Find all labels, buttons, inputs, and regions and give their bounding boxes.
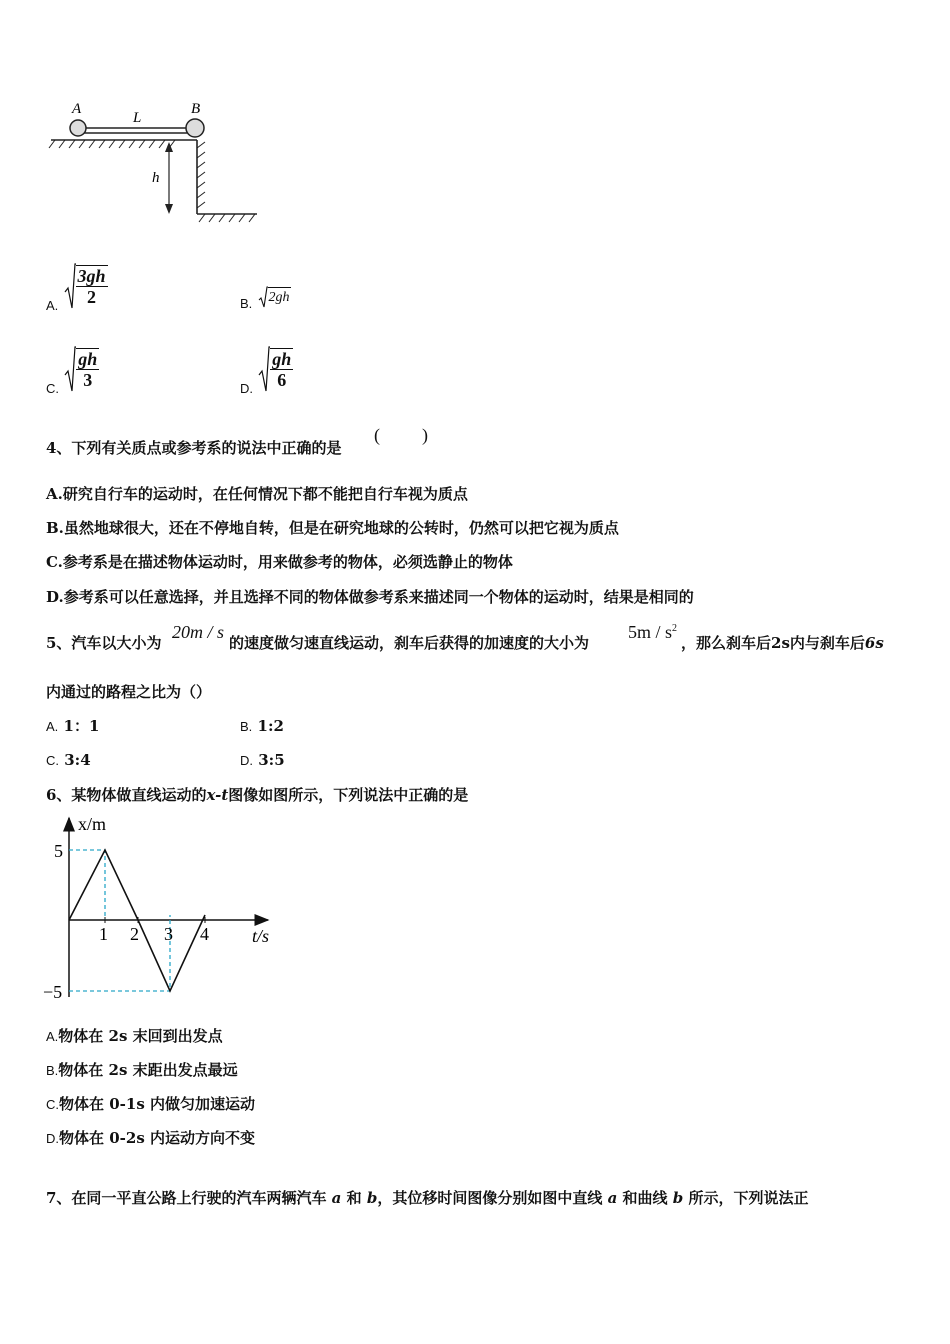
frac-denominator: 3 [83,370,93,390]
accel-exponent: 2 [672,623,678,634]
q4-option-a[interactable] [46,484,468,504]
x-tick-1: 1 [99,924,108,944]
sqrt-expression [258,345,293,393]
sqrt-radicand: 2gh [268,287,291,308]
q3-option-b[interactable] [240,286,291,314]
q5-t1: 2s [771,634,790,652]
option-letter: B. [46,519,64,537]
y-tick-5: 5 [54,841,63,861]
q5-t2: 6s [864,634,884,652]
option-text: 3:4 [64,751,91,769]
q5-option-a[interactable] [46,716,99,737]
frac-denominator: 2 [87,287,97,307]
ledge-figure [45,98,270,233]
frac-numerator: gh [78,349,98,369]
xt-graph [40,812,285,1008]
option-text: 参考系是在描述物体运动时，用来做参考的物体，必须选静止的物体 [62,553,513,571]
q6-option-a[interactable] [46,1026,223,1047]
q5-speed [172,622,224,643]
option-letter: D. [240,753,253,768]
sqrt-expression [258,286,291,308]
q5-text3: ，那么刹车后 [681,634,772,652]
option-letter: A. [46,298,59,313]
option-post: 内运动方向不变 [144,1129,256,1147]
q5-option-b[interactable] [240,716,284,737]
x-axis-label: t/s [252,926,270,946]
option-val: 0-1s [109,1095,145,1113]
y-tick-neg5: −5 [43,982,63,1002]
frac-denominator: 6 [277,370,287,390]
option-letter: B. [240,719,253,734]
option-text: 3:5 [258,751,285,769]
q5-stem-part2: 的速度做匀速直线运动，刹车后获得的加速度的大小为 [229,634,590,652]
option-letter: D. [46,1131,59,1146]
option-pre: 物体在 [59,1095,110,1113]
option-letter: C. [46,553,63,571]
sqrt-expression [64,345,99,393]
q7-text4: 和曲线 [617,1189,673,1207]
option-text: 参考系可以任意选择，并且选择不同的物体做参考系来描述同一个物体的运动时，结果是相同的 [63,588,694,606]
frac-numerator: gh [272,349,292,369]
label-a: A [72,101,82,117]
q7-text1: 7、在同一平直公路上行驶的汽车两辆汽车 [46,1189,332,1207]
option-text: 1:2 [257,717,284,735]
option-pre: 物体在 [58,1061,109,1079]
option-letter: A. [46,719,59,734]
q5-stem-line2: 内通过的路程之比为（） [46,683,212,701]
option-post: 末回到出发点 [127,1027,223,1045]
q7-b2: b [672,1189,684,1207]
q4-stem-text: 4、下列有关质点或参考系的说法中正确的是 [46,439,342,457]
option-letter: D. [46,588,64,606]
option-post: 内做匀加速运动 [144,1095,256,1113]
q5-stem-part3 [681,633,884,653]
q7-text3: ，其位移时间图像分别如图中直线 [377,1189,608,1207]
q6-text2: 图像如图所示，下列说法中正确的是 [228,786,469,804]
option-letter: B. [46,1063,59,1078]
q7-b: b [366,1189,378,1207]
q6-xt: x-t [206,786,229,804]
x-tick-3: 3 [164,924,173,944]
option-letter: A. [46,1029,59,1044]
q4-answer-paren-open: ( [374,425,380,445]
q7-text5: 所示，下列说法正 [683,1189,809,1207]
x-tick-4: 4 [200,924,209,944]
q5-accel [628,622,677,643]
option-text: 研究自行车的运动时，在任何情况下都不能把自行车视为质点 [62,485,468,503]
option-text: 虽然地球很大，还在不停地自转，但是在研究地球的公转时，仍然可以把它视为质点 [63,519,619,537]
q3-option-a[interactable] [46,262,108,316]
q7-a: a [331,1189,342,1207]
q7-stem [46,1188,809,1208]
option-letter: C. [46,753,59,768]
q4-option-c[interactable] [46,552,513,572]
q5-option-d[interactable] [240,750,285,771]
option-val: 2s [108,1027,128,1045]
accel-value: 5m / s [628,622,673,642]
frac-numerator: 3gh [77,266,106,286]
label-l: L [133,110,142,126]
q4-option-d[interactable] [46,587,694,607]
q6-option-d[interactable] [46,1128,255,1149]
option-letter: C. [46,1097,59,1112]
option-text: 1：1 [63,717,100,735]
q4-option-b[interactable] [46,518,619,538]
x-tick-2: 2 [130,924,139,944]
guide-trough [69,915,170,991]
label-b: B [191,101,201,117]
q6-text1: 6、某物体做直线运动的 [46,786,207,804]
label-h: h [152,170,160,186]
y-axis-label: x/m [78,814,107,834]
option-val: 0-2s [109,1129,145,1147]
q6-option-b[interactable] [46,1060,238,1081]
q3-option-c[interactable] [46,345,99,399]
q7-text2: 和 [341,1189,367,1207]
sqrt-expression [64,262,108,310]
option-letter: C. [46,381,59,396]
q5-stem-part1: 5、汽车以大小为 [46,634,162,652]
speed-value: 20m / s [172,622,225,642]
q5-option-c[interactable] [46,750,91,771]
q4-stem [46,438,341,458]
q6-stem [46,785,468,805]
option-post: 末距出发点最远 [127,1061,238,1079]
q7-a2: a [607,1189,618,1207]
q3-option-d[interactable] [240,345,293,399]
option-val: 2s [108,1061,128,1079]
q4-answer-paren-close: ) [422,425,428,445]
option-letter: D. [240,381,253,396]
option-pre: 物体在 [58,1027,109,1045]
option-letter: B. [240,296,253,311]
option-pre: 物体在 [59,1129,110,1147]
q5-text4: 内与刹车后 [789,634,865,652]
q6-option-c[interactable] [46,1094,255,1115]
option-letter: A. [46,485,63,503]
